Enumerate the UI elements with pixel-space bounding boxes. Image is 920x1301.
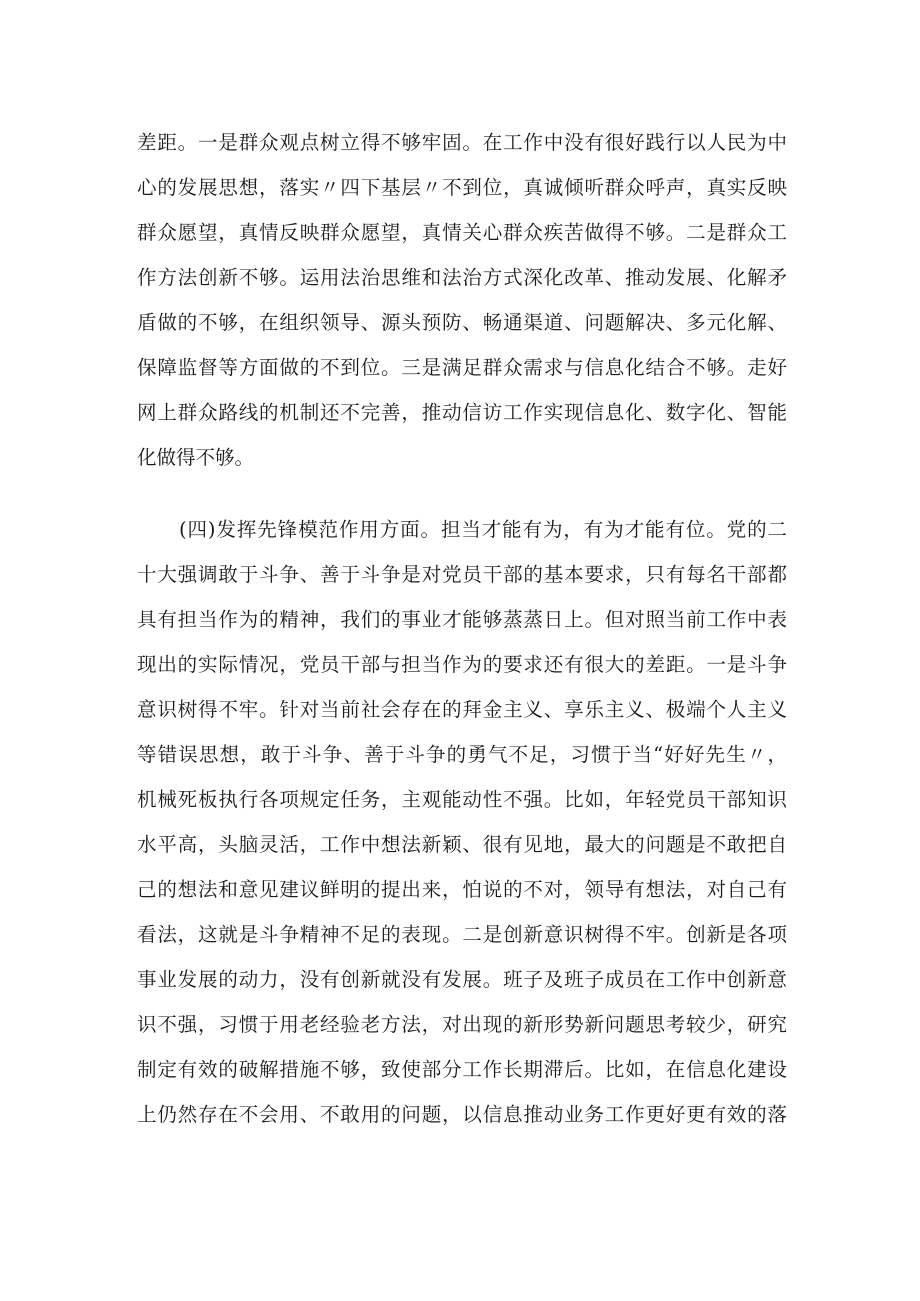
text-line: 网上群众路线的机制还不完善，推动信访工作实现信息化、数字化、智能 bbox=[137, 401, 787, 424]
text-line: 水平高，头脑灵活，工作中想法新颖、很有见地，最大的问题是不敢把自 bbox=[137, 833, 787, 856]
text-line: 机械死板执行各项规定任务，主观能动性不强。比如，年轻党员干部知识 bbox=[137, 788, 787, 811]
text-line: 十大强调敢于斗争、善于斗争是对党员干部的基本要求，只有每名干部都 bbox=[137, 563, 787, 586]
text-line: 盾做的不够，在组织领导、源头预防、畅通渠道、问题解决、多元化解、 bbox=[137, 311, 787, 334]
paragraph-vanguard-role bbox=[137, 507, 787, 1137]
paragraph-mass-line-gaps bbox=[137, 120, 787, 480]
text-line: 等错误思想，敢于斗争、善于斗争的勇气不足，习惯于当“好好先生〃， bbox=[137, 743, 787, 766]
text-line: 意识树得不牢。针对当前社会存在的拜金主义、享乐主义、极端个人主义 bbox=[137, 698, 787, 721]
text-line: 制定有效的破解措施不够，致使部分工作长期滞后。比如，在信息化建设 bbox=[137, 1058, 787, 1081]
text-line: 看法，这就是斗争精神不足的表现。二是创新意识树得不牢。创新是各项 bbox=[137, 923, 787, 946]
text-line: 保障监督等方面做的不到位。三是满足群众需求与信息化结合不够。走好 bbox=[137, 356, 787, 379]
section-heading-line: (四)发挥先锋模范作用方面。担当才能有为，有为才能有位。党的二 bbox=[179, 518, 787, 541]
text-line: 化做得不够。 bbox=[137, 446, 255, 469]
text-line: 现出的实际情况，党员干部与担当作为的要求还有很大的差距。一是斗争 bbox=[137, 653, 787, 676]
text-line: 差距。一是群众观点树立得不够牢固。在工作中没有很好践行以人民为中 bbox=[137, 131, 787, 154]
text-line: 识不强，习惯于用老经验老方法，对出现的新形势新问题思考较少，研究 bbox=[137, 1013, 787, 1036]
text-line: 具有担当作为的精神，我们的事业才能够蒸蒸日上。但对照当前工作中表 bbox=[137, 608, 787, 631]
text-line: 心的发展思想，落实〃四下基层〃不到位，真诚倾听群众呼声，真实反映 bbox=[137, 176, 787, 199]
text-line: 上仍然存在不会用、不敢用的问题，以信息推动业务工作更好更有效的落 bbox=[137, 1103, 787, 1126]
text-line: 作方法创新不够。运用法治思维和法治方式深化改革、推动发展、化解矛 bbox=[137, 266, 787, 289]
text-line: 群众愿望，真情反映群众愿望，真情关心群众疾苦做得不够。二是群众工 bbox=[137, 221, 787, 244]
text-line: 己的想法和意见建议鲜明的提出来，怕说的不对，领导有想法，对自己有 bbox=[137, 878, 787, 901]
text-line: 事业发展的动力，没有创新就没有发展。班子及班子成员在工作中创新意 bbox=[137, 968, 787, 991]
